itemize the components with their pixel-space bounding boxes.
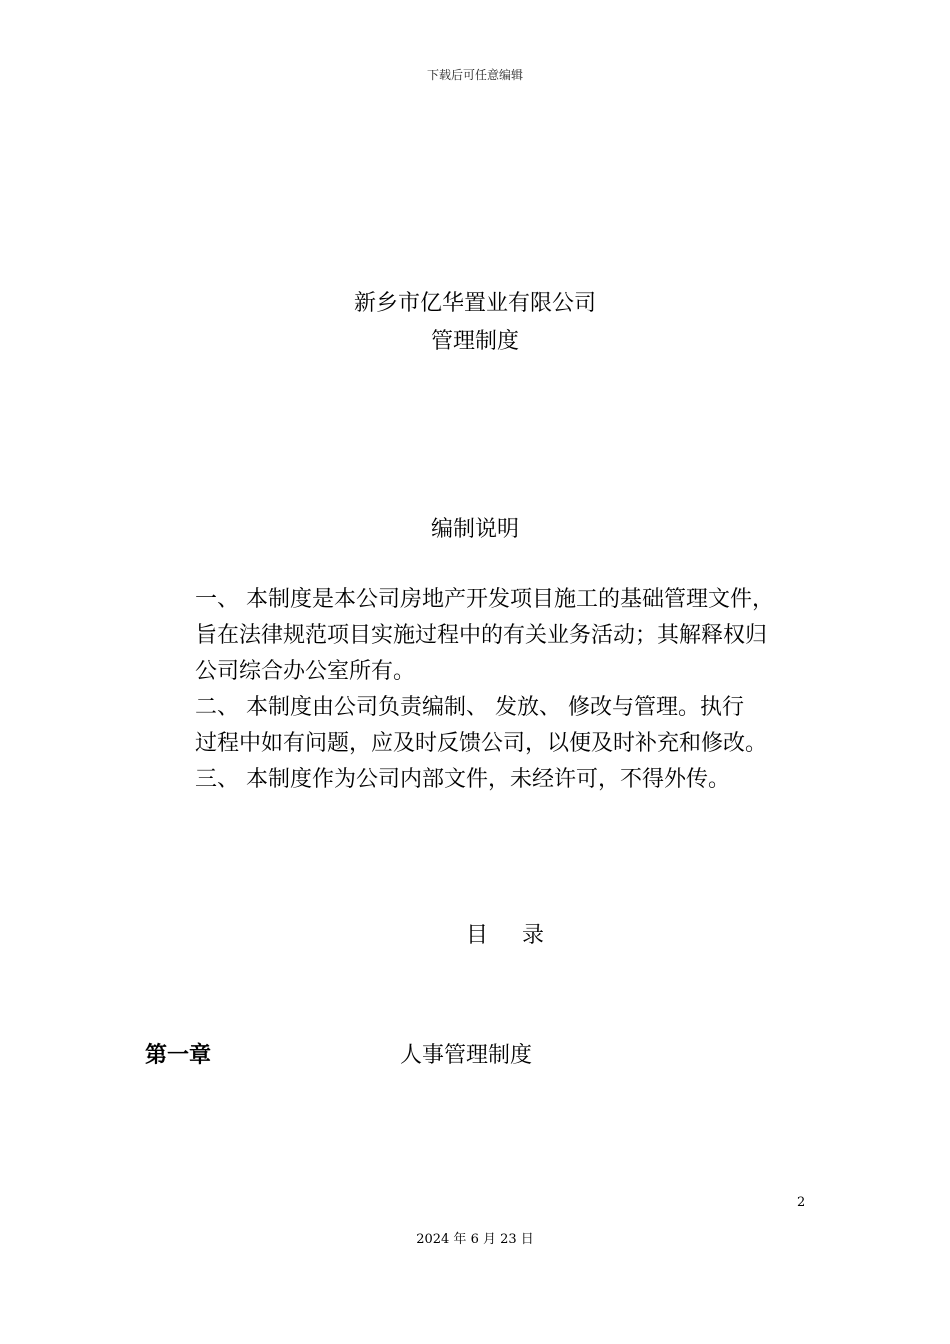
preface-line: 公司综合办公室所有。 <box>195 659 416 684</box>
preface-line: 一、 本制度是本公司房地产开发项目施工的基础管理文件， <box>195 587 774 612</box>
document-title: 管理制度 <box>430 329 519 354</box>
preface-heading: 编制说明 <box>430 517 519 542</box>
preface-line: 旨在法律规范项目实施过程中的有关业务活动；其解释权归 <box>195 623 768 648</box>
header-note: 下载后可任意编辑 <box>426 68 523 82</box>
toc-chapter-title: 人事管理制度 <box>400 1043 533 1068</box>
preface-body <box>195 582 805 798</box>
company-name: 新乡市亿华置业有限公司 <box>353 291 596 316</box>
page-number: 2 <box>797 1195 806 1210</box>
preface-line: 二、 本制度由公司负责编制、 发放、 修改与管理。执行 <box>195 695 744 720</box>
preface-line: 过程中如有问题，应及时反馈公司，以便及时补充和修改。 <box>195 731 768 756</box>
footer-date: 2024 年 6 月 23 日 <box>416 1232 534 1247</box>
preface-line: 三、 本制度作为公司内部文件，未经许可，不得外传。 <box>195 767 730 792</box>
toc-heading: 目录 <box>466 923 579 948</box>
toc-chapter-number: 第一章 <box>145 1043 212 1068</box>
